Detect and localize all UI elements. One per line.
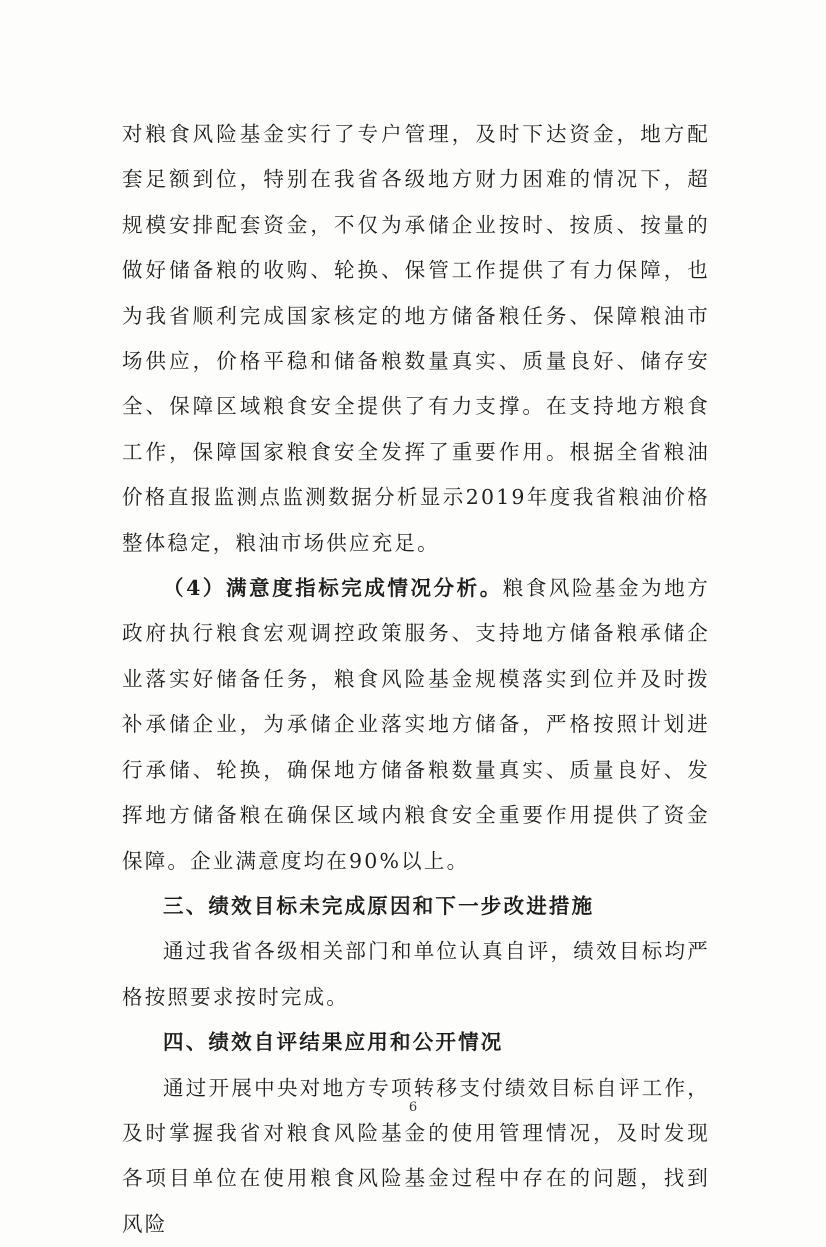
paragraph-self-evaluation: 通过我省各级相关部门和单位认真自评，绩效目标均严格按照要求按时完成。 xyxy=(122,939,710,1009)
item-lead: （4）满意度指标完成情况分析。 xyxy=(163,576,503,601)
paragraph-results-application: 通过开展中央对地方专项转移支付绩效目标自评工作，及时掌握我省对粮食风险基金的使用管理情况，及时发现各项目单位在使用粮食风险基金过程中存在的问题，找到风险 xyxy=(122,1075,710,1236)
paragraph-satisfaction-analysis xyxy=(122,566,710,884)
page-number: 6 xyxy=(408,1100,418,1115)
body-text xyxy=(122,112,710,1247)
section-heading-4: 四、绩效自评结果应用和公开情况 xyxy=(163,1030,504,1055)
paragraph-continuation: 对粮食风险基金实行了专户管理，及时下达资金，地方配套足额到位，特别在我省各级地方财力困难的情况下，超规模安排配套资金，不仅为承储企业按时、按质、按量的做好储备粮的收购、轮换、保管工作提供了有力保障，也为我省顺利完成国家核定的地方储备粮任务、保障粮油市场供应，价格平稳和储备粮数量真实、质量良好、储存安全、保障区域粮食安全提供了有力支撑。在支持地方粮食工作，保障国家粮食安全发挥了重要作用。根据全省粮油价格直报监测点监测数据分析显示2019年度我省粮油价格整体稳定，粮油市场供应充足。 xyxy=(122,122,710,555)
section-heading-3: 三、绩效目标未完成原因和下一步改进措施 xyxy=(163,893,595,918)
item-text: 粮食风险基金为地方政府执行粮食宏观调控政策服务、支持地方储备粮承储企业落实好储备任务，粮食风险基金规模落实到位并及时拨补承储企业，为承储企业落实地方储备，严格按照计划进行承储、轮换，确保地方储备粮数量真实、质量良好、发挥地方储备粮在确保区域内粮食安全重要作用提供了资金保障。企业满意度均在90%以上。 xyxy=(122,576,710,873)
